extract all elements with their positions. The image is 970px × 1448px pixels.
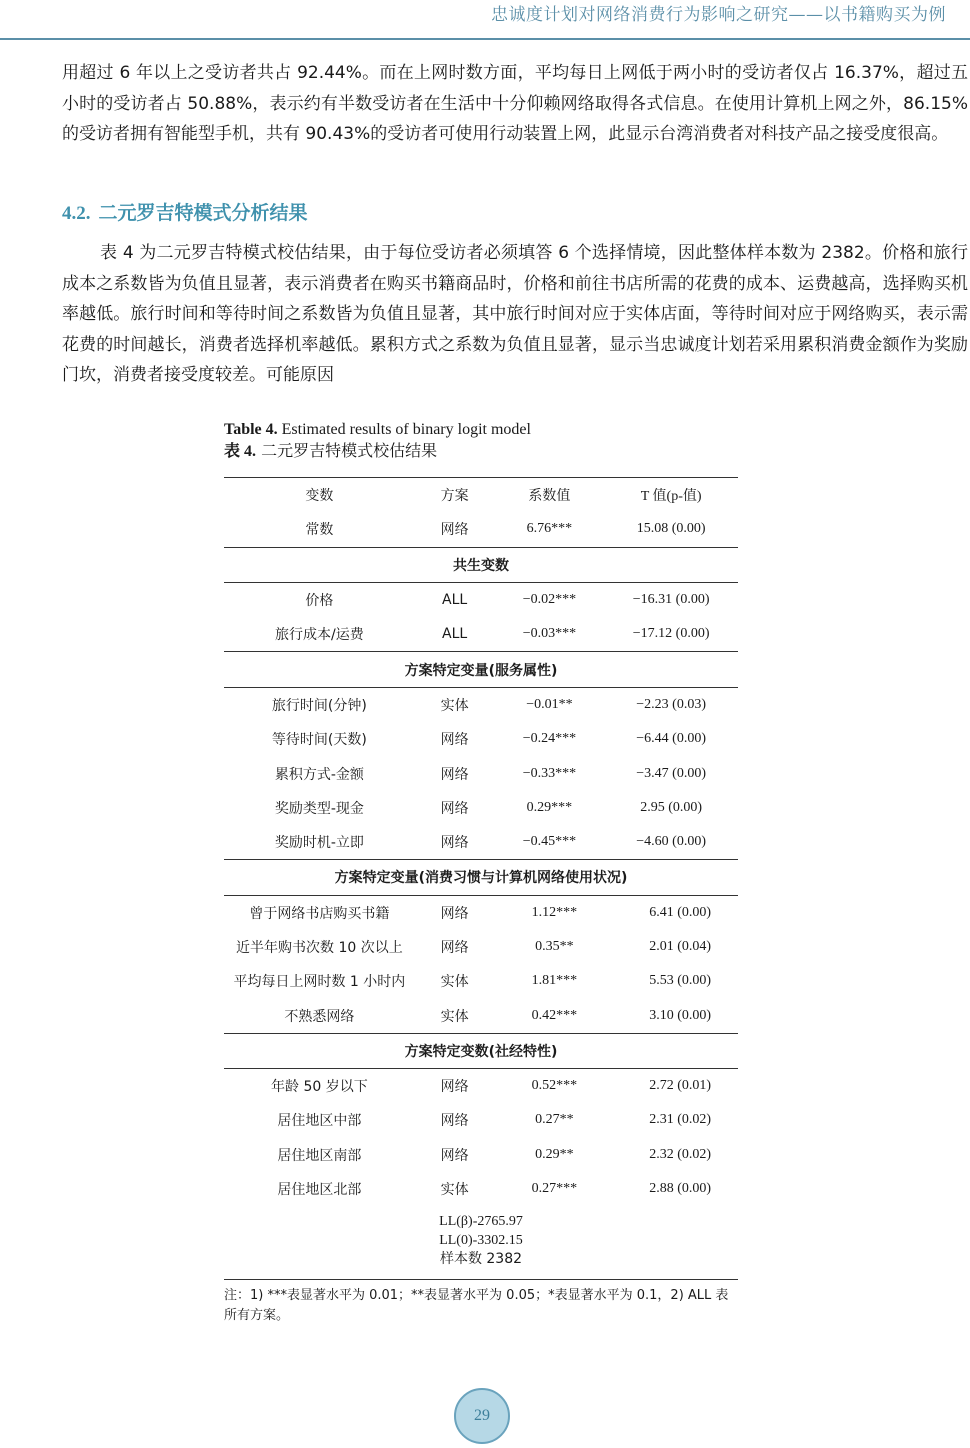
table-group-header <box>224 652 738 687</box>
cell-variable: 等待时间(天数) <box>271 732 367 749</box>
stat-ll-beta: LL(β)-2765.97 <box>439 1214 523 1230</box>
table-caption-en <box>224 420 738 440</box>
table-row <box>224 1103 738 1137</box>
cell-coefficient: 0.42*** <box>531 1007 578 1023</box>
cell-variable: 居住地区北部 <box>277 1182 362 1199</box>
group-title: 共生变数 <box>224 547 738 582</box>
table-group-header <box>224 1033 738 1068</box>
table-caption-en-text: Estimated results of binary logit model <box>281 421 531 438</box>
table-row <box>224 512 738 547</box>
section-title: 二元罗吉特模式分析结果 <box>98 202 308 224</box>
table-group-header <box>224 547 738 582</box>
cell-coefficient: −0.03*** <box>522 626 577 642</box>
cell-coefficient: 0.27*** <box>531 1181 578 1197</box>
table-4 <box>224 420 738 1326</box>
cell-variable: 居住地区中部 <box>277 1113 362 1130</box>
table-note: 注：1) ***表显著水平为 0.01；**表显著水平为 0.05；*表显著水平为 0.1，2) ALL 表所有方案。 <box>224 1288 729 1324</box>
header-rule <box>0 38 970 40</box>
cell-t-value: 2.72 (0.01) <box>649 1078 712 1094</box>
table-caption-en-label: Table 4. <box>224 421 278 438</box>
group-title: 方案特定变数(社经特性) <box>224 1033 738 1068</box>
cell-t-value: 6.41 (0.00) <box>649 904 712 920</box>
cell-variable: 曾于网络书店购买书籍 <box>249 905 390 922</box>
cell-t-value: 2.01 (0.04) <box>649 939 712 954</box>
table-header-row <box>224 478 738 513</box>
cell-coefficient: 6.76*** <box>526 521 573 537</box>
table-row <box>224 1069 738 1104</box>
table-row <box>224 791 738 825</box>
table-row <box>224 756 738 790</box>
cell-alternative: 网络 <box>440 905 469 922</box>
cell-t-value: 3.10 (0.00) <box>649 1007 712 1023</box>
cell-alternative: 网络 <box>440 1113 469 1130</box>
cell-t-value: 2.31 (0.02) <box>649 1112 712 1128</box>
cell-coefficient: −0.45*** <box>522 834 577 850</box>
cell-alternative: 实体 <box>440 697 469 714</box>
stat-sample-size: 样本数 2382 <box>439 1251 523 1268</box>
table-row <box>224 582 738 617</box>
cell-t-value: −17.12 (0.00) <box>632 626 710 642</box>
table-row <box>224 687 738 722</box>
table-caption-zh <box>224 440 738 463</box>
running-header: 忠诚度计划对网络消费行为影响之研究——以书籍购买为例 <box>491 5 946 25</box>
cell-alternative: 网络 <box>440 522 469 539</box>
stat-ll-zero: LL(0)-3302.15 <box>439 1233 523 1249</box>
cell-variable: 奖励时机-立即 <box>274 835 364 852</box>
cell-coefficient: 1.81*** <box>531 973 578 989</box>
table-row <box>224 1138 738 1172</box>
cell-coefficient: −0.24*** <box>522 731 577 747</box>
cell-alternative: 网络 <box>440 1147 469 1164</box>
cell-alternative: 实体 <box>440 1008 469 1025</box>
model-stats <box>224 1206 738 1280</box>
cell-alternative: 网络 <box>440 940 469 956</box>
table-caption-zh-text: 二元罗吉特模式校估结果 <box>261 441 438 460</box>
cell-variable: 常数 <box>305 522 334 539</box>
paragraph-2: 表 4 为二元罗吉特模式校估结果，由于每位受访者必须填答 6 个选择情境，因此整体样本数为 2382。价格和旅行成本之系数皆为负值且显著，表示消费者在购买书籍商品时，价格和前往书店所需的花费的成本、运费越高，选择购买机率越低。旅行时间和等待时间之系数皆为负值且显著，其中旅行时间对应于实体店面，等待时间对应于网络购买，表示需花费的时间越长，消费者选择机率越低。累积方式之系数为负值且显著，显示当忠诚度计划若采用累积消费金额作为奖励门坎，消费者接受度较差。可能原因 <box>62 243 968 385</box>
table-row <box>224 825 738 860</box>
cell-variable: 奖励类型-现金 <box>274 800 364 817</box>
paragraph-1: 用超过 6 年以上之受访者共占 92.44%。而在上网时数方面，平均每日上网低于两小时的受访者仅占 16.37%，超过五小时的受访者占 50.88%，表示约有半数受访者在生活中十分仰赖网络取得各式信息。在使用计算机上网之外，86.15%的受访者拥有智能型手机，共有 90.43%的受访者可使用行动装置上网，此显示台湾消费者对科技产品之接受度很高。 <box>62 63 968 144</box>
cell-coefficient: −0.02*** <box>522 592 577 608</box>
table-caption-zh-label: 表 4. <box>224 443 257 460</box>
cell-variable: 近半年购书次数 10 次以上 <box>236 940 403 956</box>
table-group-header <box>224 860 738 895</box>
page-number: 29 <box>454 1388 510 1444</box>
header-alternative: 方案 <box>440 488 469 505</box>
cell-alternative: 网络 <box>440 1079 469 1096</box>
header-coefficient: 系数值 <box>528 489 571 505</box>
table-row <box>224 617 738 652</box>
cell-t-value: −3.47 (0.00) <box>636 765 707 781</box>
cell-variable: 居住地区南部 <box>277 1147 362 1164</box>
cell-variable: 累积方式-金额 <box>274 766 364 783</box>
cell-t-value: −2.23 (0.03) <box>636 696 707 712</box>
table-row <box>224 722 738 756</box>
section-number: 4.2. <box>62 203 91 224</box>
section-heading <box>62 198 308 225</box>
cell-variable: 价格 <box>305 593 334 610</box>
table-row <box>224 930 738 964</box>
cell-alternative: 实体 <box>440 1182 469 1199</box>
table-row <box>224 1172 738 1206</box>
cell-t-value: 2.32 (0.02) <box>649 1146 712 1162</box>
cell-variable: 旅行时间(分钟) <box>271 697 367 714</box>
cell-alternative: 网络 <box>440 766 469 783</box>
cell-variable: 平均每日上网时数 1 小时内 <box>233 974 406 991</box>
cell-coefficient: −0.33*** <box>522 765 577 781</box>
group-title: 方案特定变量(服务属性) <box>224 652 738 687</box>
cell-variable: 不熟悉网络 <box>284 1008 355 1025</box>
cell-coefficient: 0.35** <box>535 939 574 954</box>
cell-coefficient: 0.27** <box>535 1112 574 1128</box>
cell-coefficient: 0.29** <box>535 1146 574 1162</box>
cell-coefficient: −0.01** <box>526 696 573 712</box>
cell-t-value: −6.44 (0.00) <box>636 731 707 747</box>
cell-t-value: 15.08 (0.00) <box>636 521 706 537</box>
cell-t-value: 2.88 (0.00) <box>649 1181 712 1197</box>
cell-t-value: −16.31 (0.00) <box>632 592 710 608</box>
cell-alternative: 网络 <box>440 800 469 817</box>
cell-coefficient: 0.29*** <box>526 799 573 815</box>
cell-alternative: ALL <box>442 592 468 609</box>
cell-t-value: −4.60 (0.00) <box>636 834 707 850</box>
group-title: 方案特定变量(消费习惯与计算机网络使用状况) <box>224 860 738 895</box>
table-row <box>224 998 738 1033</box>
results-table <box>224 477 738 1206</box>
cell-t-value: 2.95 (0.00) <box>640 799 703 815</box>
table-row <box>224 895 738 930</box>
cell-alternative: 网络 <box>440 835 469 852</box>
table-row <box>224 964 738 998</box>
header-t-value: T 值(p-值) <box>640 489 702 505</box>
cell-coefficient: 0.52*** <box>531 1078 578 1094</box>
cell-variable: 旅行成本/运费 <box>275 627 364 644</box>
model-stats-lines <box>224 1206 738 1275</box>
cell-variable: 年龄 50 岁以下 <box>271 1079 368 1096</box>
cell-t-value: 5.53 (0.00) <box>649 973 712 989</box>
cell-alternative: 实体 <box>440 974 469 991</box>
header-variable: 变数 <box>305 488 334 505</box>
cell-alternative: 网络 <box>440 732 469 749</box>
cell-alternative: ALL <box>442 626 468 643</box>
cell-coefficient: 1.12*** <box>531 904 578 920</box>
